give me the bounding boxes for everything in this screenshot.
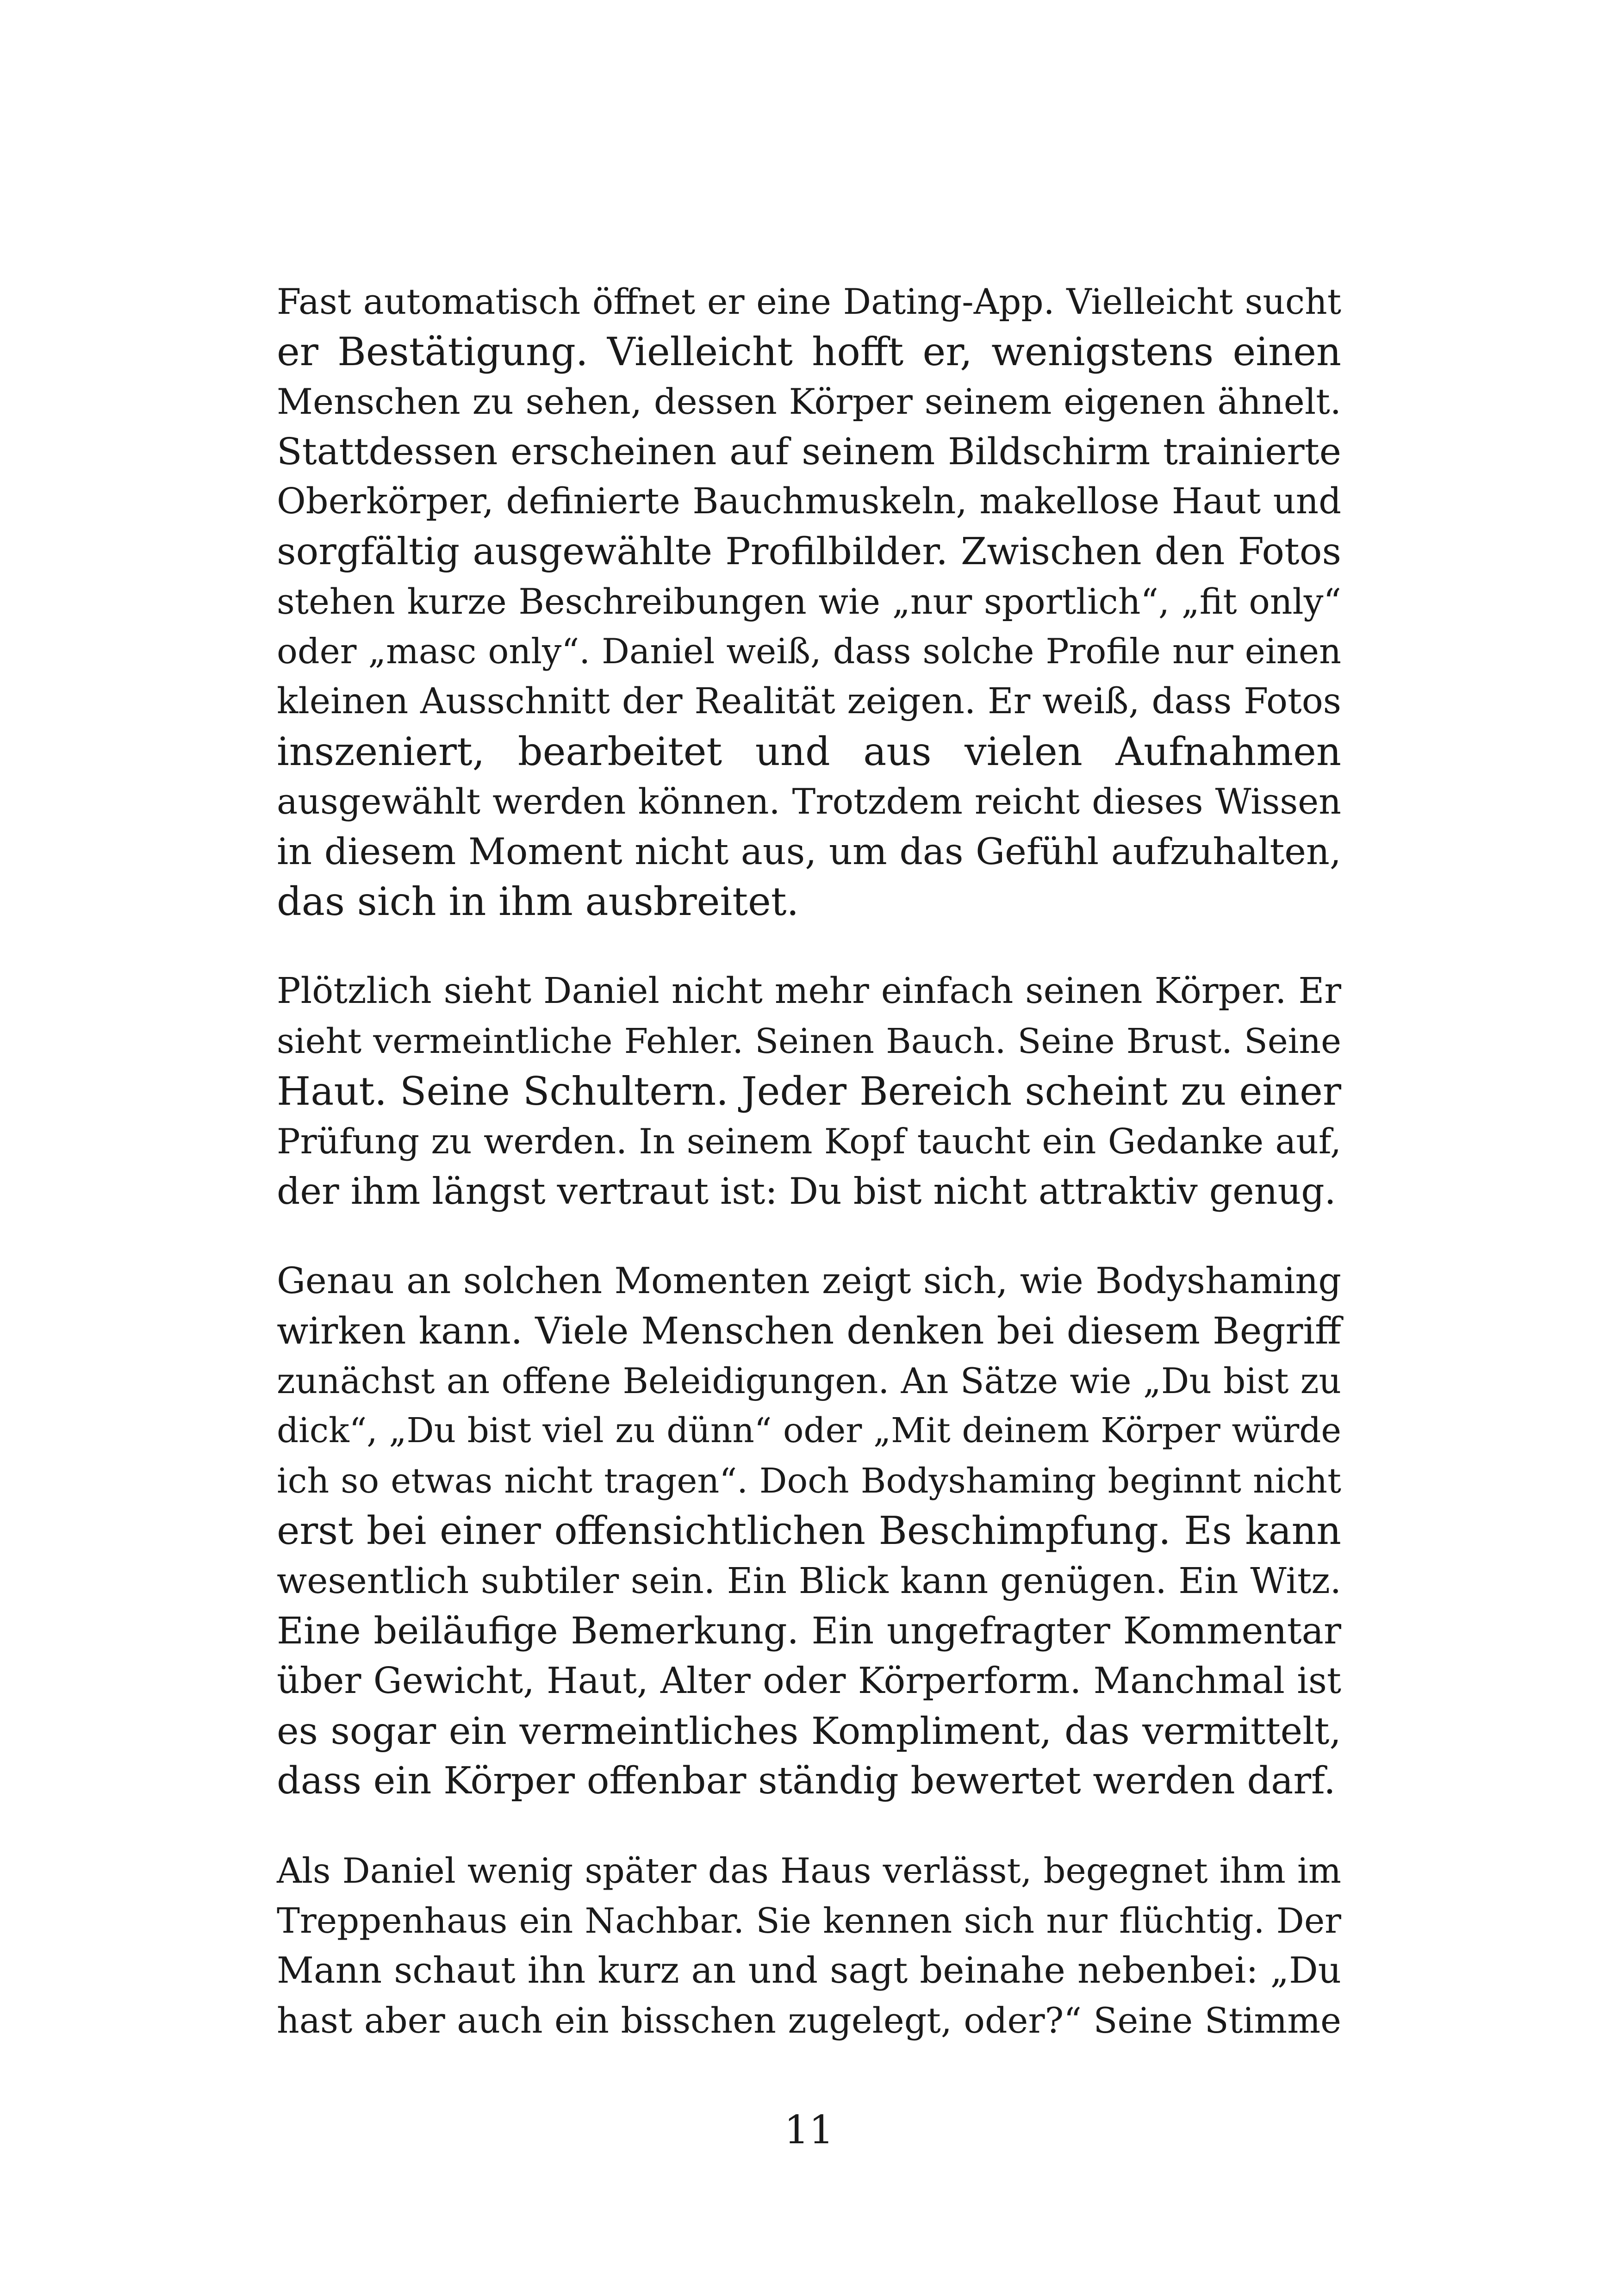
page-number: 11: [784, 2107, 834, 2153]
text-line: Mann schaut ihn kurz an und sagt beinahe nebenbei: „Du: [277, 1949, 1341, 1991]
text-line: inszeniert, bearbeitet und aus vielen Aufnahmen: [277, 729, 1341, 774]
text-line: kleinen Ausschnitt der Realität zeigen. Er weiß, dass Fotos: [277, 681, 1341, 722]
text-line: es sogar ein vermeintliches Kompliment, das vermittelt,: [277, 1709, 1341, 1753]
text-line: Eine beiläufige Bemerkung. Ein ungefragter Kommentar: [277, 1609, 1341, 1652]
text-line: das sich in ihm ausbreitet.: [277, 879, 799, 924]
paragraph: [277, 1846, 1341, 2046]
text-line: dass ein Körper offenbar ständig bewertet werden darf.: [277, 1759, 1336, 1803]
text-line: ich so etwas nicht tragen“. Doch Bodyshaming beginnt nicht: [277, 1461, 1341, 1501]
text-line: ausgewählt werden können. Trotzdem reicht dieses Wissen: [277, 781, 1341, 822]
text-line: sorgfältig ausgewählte Profilbilder. Zwischen den Fotos: [277, 530, 1341, 573]
text-line: über Gewicht, Haut, Alter oder Körperform. Manchmal ist: [277, 1660, 1341, 1702]
text-line: Als Daniel wenig später das Haus verlässt, begegnet ihm im: [277, 1850, 1341, 1891]
text-line: Stattdessen erscheinen auf seinem Bildschirm trainierte: [277, 430, 1341, 473]
paragraph: [277, 277, 1341, 927]
text-line: zunächst an offene Beleidigungen. An Sätze wie „Du bist zu: [277, 1361, 1341, 1401]
text-line: wirken kann. Viele Menschen denken bei diesem Begriff: [277, 1309, 1341, 1352]
text-line: der ihm längst vertraut ist: Du bist nicht attraktiv genug.: [277, 1170, 1336, 1213]
text-line: erst bei einer offensichtlichen Beschimpfung. Es kann: [277, 1508, 1341, 1553]
text-line: Prüfung zu werden. In seinem Kopf taucht ein Gedanke auf,: [277, 1121, 1341, 1162]
text-line: in diesem Moment nicht aus, um das Gefühl aufzuhalten,: [277, 830, 1341, 873]
paragraph: [277, 1256, 1341, 1806]
paragraph: [277, 966, 1341, 1216]
text-line: Fast automatisch öffnet er eine Dating-App. Vielleicht sucht: [277, 281, 1341, 322]
text-line: stehen kurze Beschreibungen wie „nur sportlich“, „fit only“: [277, 581, 1341, 622]
text-line: Genau an solchen Momenten zeigt sich, wie Bodyshaming: [277, 1260, 1341, 1302]
text-line: er Bestätigung. Vielleicht hofft er, wenigstens einen: [277, 329, 1341, 374]
text-line: Plötzlich sieht Daniel nicht mehr einfach seinen Körper. Er: [277, 971, 1341, 1012]
text-line: hast aber auch ein bisschen zugelegt, oder?“ Seine Stimme: [277, 2000, 1341, 2041]
text-line: Treppenhaus ein Nachbar. Sie kennen sich nur flüchtig. Der: [277, 1900, 1341, 1941]
text-line: Oberkörper, definierte Bauchmuskeln, makellose Haut und: [277, 481, 1341, 522]
text-line: dick“, „Du bist viel zu dünn“ oder „Mit deinem Körper würde: [277, 1411, 1341, 1450]
text-line: Menschen zu sehen, dessen Körper seinem eigenen ähnelt.: [277, 381, 1341, 422]
text-line: oder „masc only“. Daniel weiß, dass solche Profile nur einen: [277, 631, 1341, 672]
text-line: Haut. Seine Schultern. Jeder Bereich scheint zu einer: [277, 1069, 1341, 1114]
text-line: sieht vermeintliche Fehler. Seinen Bauch. Seine Brust. Seine: [277, 1021, 1341, 1061]
text-line: wesentlich subtiler sein. Ein Blick kann genügen. Ein Witz.: [277, 1560, 1341, 1601]
body-text: [277, 277, 1341, 2085]
